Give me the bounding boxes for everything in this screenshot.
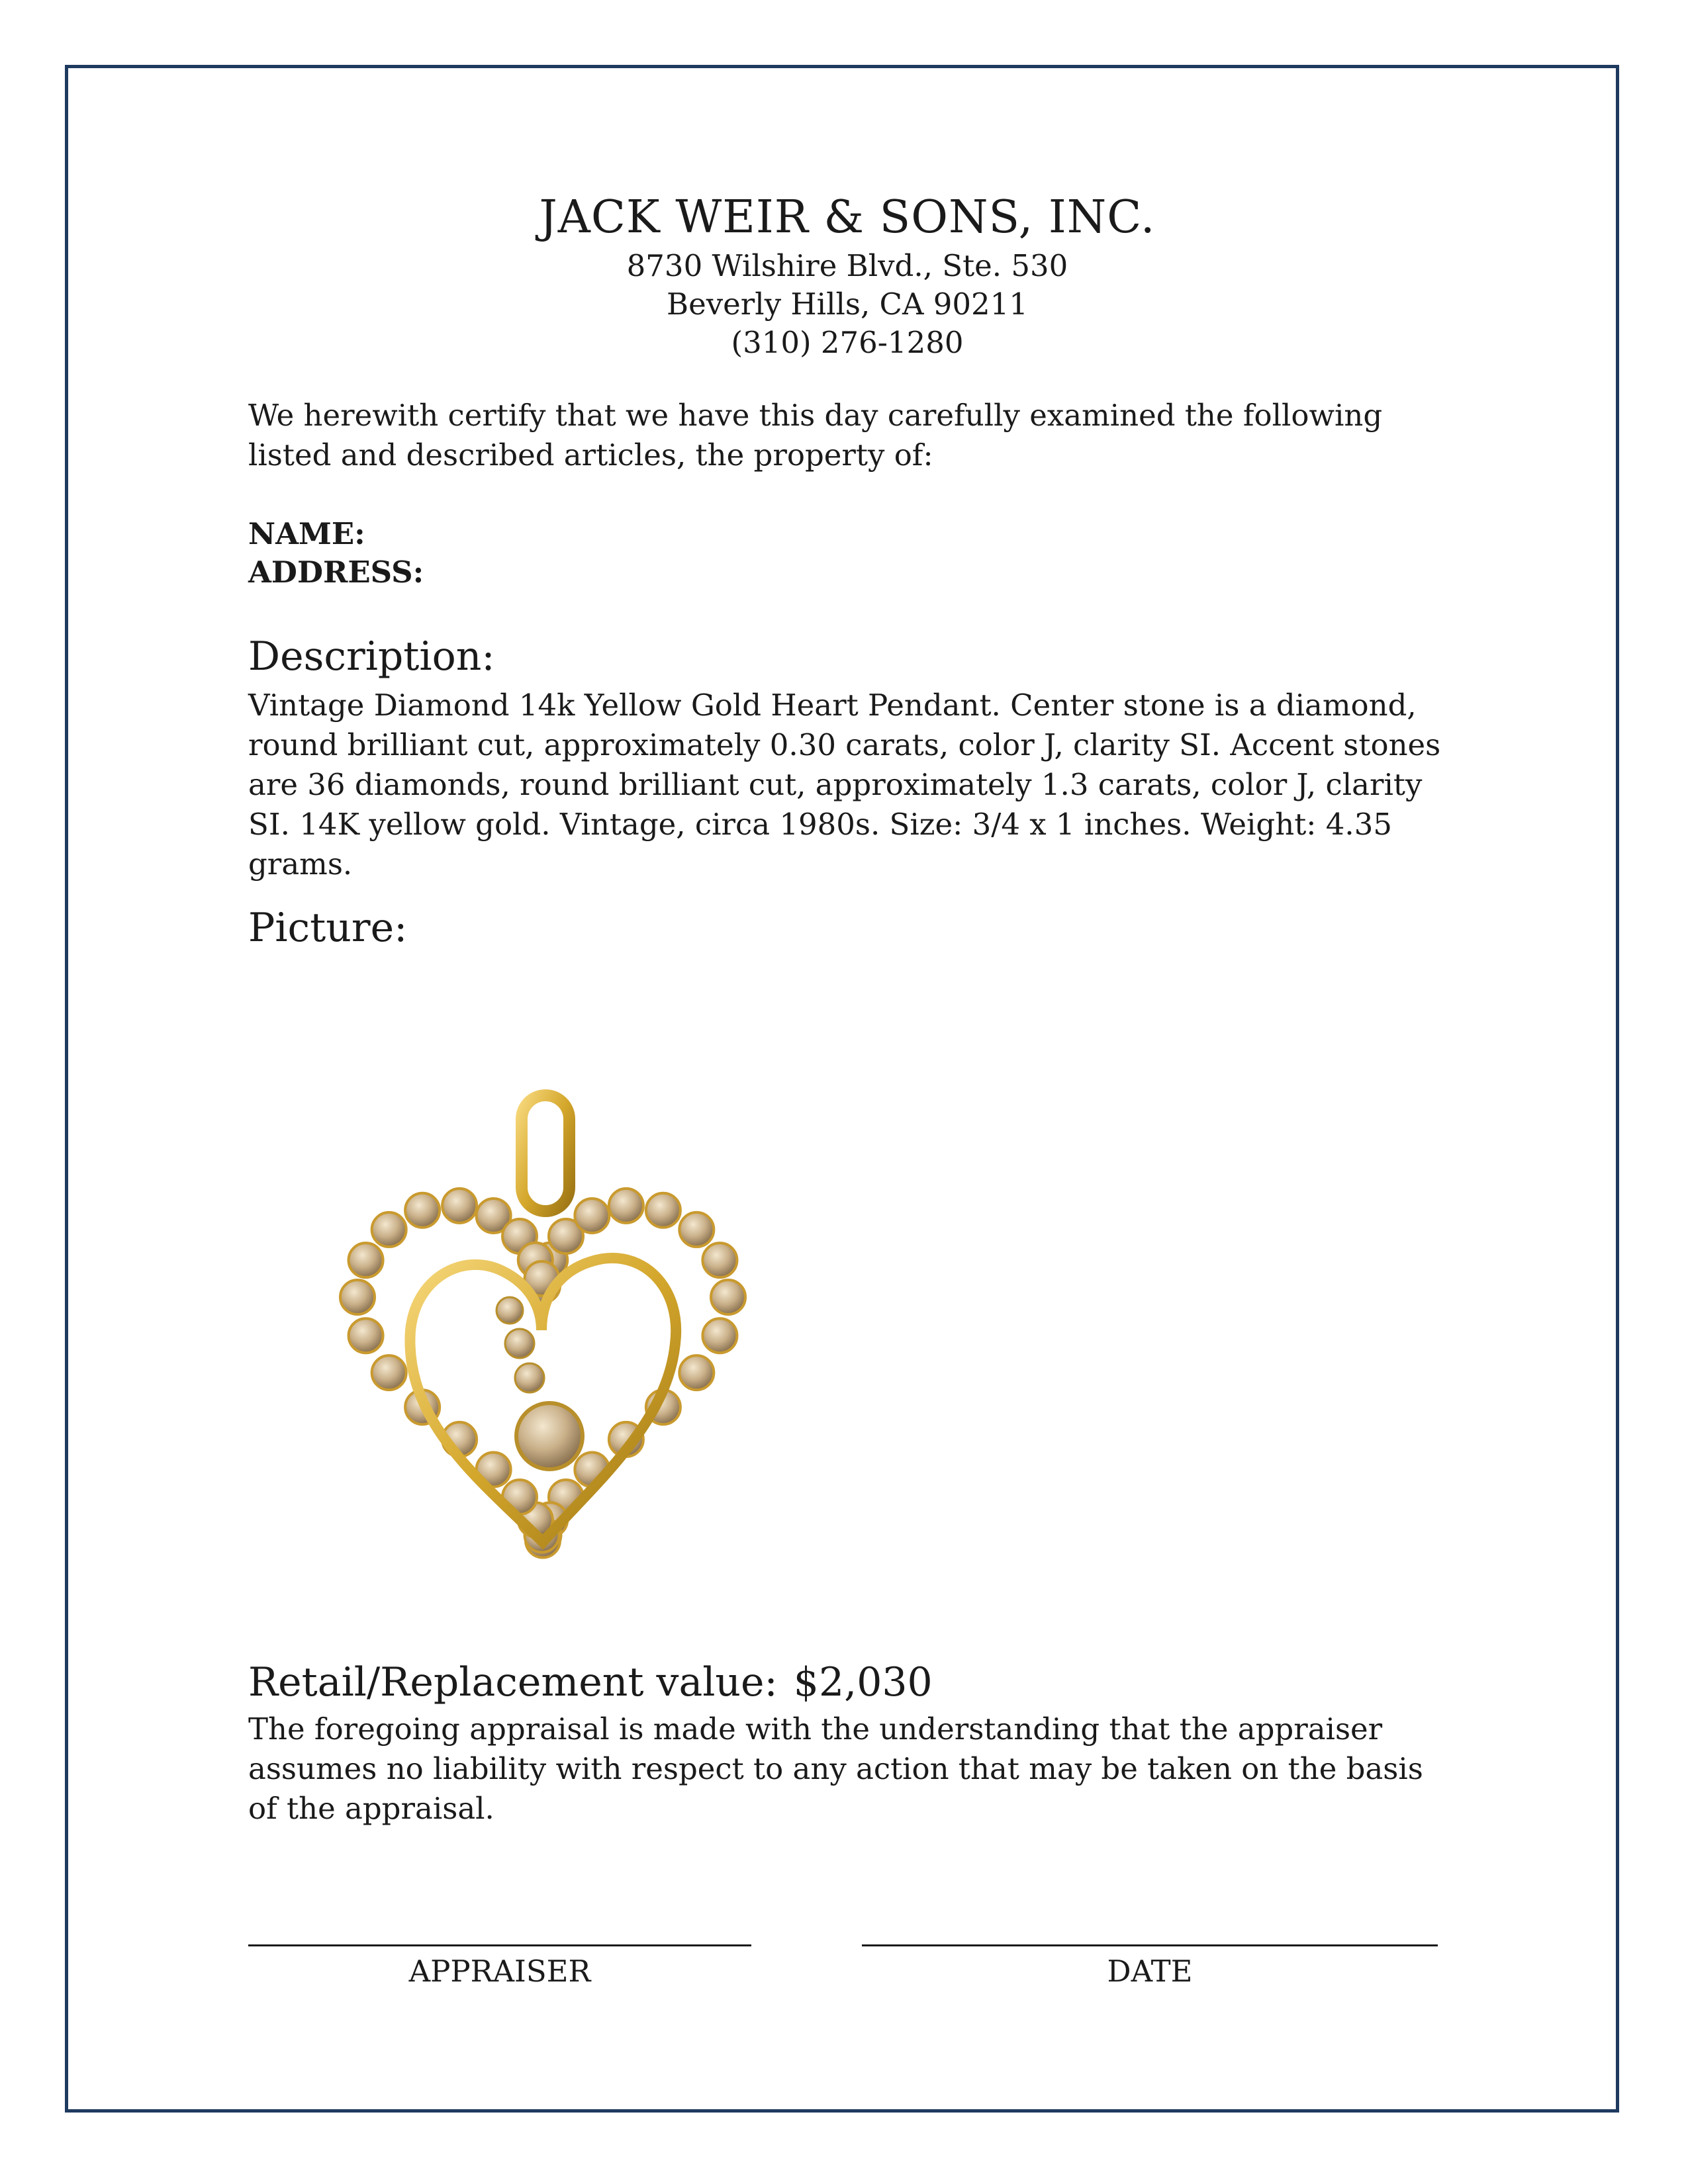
disclaimer-text: The foregoing appraisal is made with the understanding that the appraiser assumes no liability with respect to any action that may be taken on the basis of the appraisal. — [248, 1711, 1423, 1826]
appraiser-signature-line — [248, 1944, 751, 1946]
company-name: JACK WEIR & SONS, INC. — [539, 191, 1156, 244]
address-line-1: 8730 Wilshire Blvd., Ste. 530 — [626, 248, 1068, 283]
picture-heading: Picture: — [248, 905, 408, 951]
accent-diamond — [349, 1318, 383, 1353]
accent-diamond — [646, 1193, 680, 1228]
accent-diamond — [372, 1355, 406, 1390]
address-line-2: Beverly Hills, CA 90211 — [667, 287, 1028, 322]
accent-diamond — [702, 1318, 737, 1353]
owner-fields — [248, 515, 1446, 592]
description-text: Vintage Diamond 14k Yellow Gold Heart Pendant. Center stone is a diamond, round brilliant cut, approximately 0.30 carats, color J, clarity SI. Accent stones are 36 diamonds, round brilliant cut, approximately 1.3 carats, color J, clarity SI. 14K yellow gold. Vintage, circa 1980s. Size: 3/4 x 1 inches. Weight: 4.35 grams. — [248, 688, 1441, 882]
accent-diamond — [679, 1212, 714, 1247]
heart-pendant-illustration — [331, 1079, 755, 1602]
address-label: ADDRESS: — [248, 555, 424, 590]
appraiser-label: APPRAISER — [408, 1954, 591, 1989]
pendant-image — [331, 1079, 755, 1602]
name-label: NAME: — [248, 516, 365, 551]
retail-value — [248, 1658, 1446, 1707]
bail-loop — [522, 1095, 569, 1211]
center-diamond — [516, 1403, 583, 1469]
accent-diamond — [711, 1280, 745, 1314]
retail-value-amount: $2,030 — [793, 1659, 933, 1706]
inner-gold-heart — [410, 1258, 676, 1542]
certify-statement: We herewith certify that we have this day carefully examined the following listed and described articles, the property of: — [248, 398, 1383, 473]
accent-diamond — [349, 1243, 383, 1277]
date-signature-line — [862, 1944, 1438, 1946]
accent-diamond — [442, 1189, 477, 1223]
date-label: DATE — [1107, 1954, 1193, 1989]
accent-diamond — [372, 1212, 406, 1247]
phone-number: (310) 276-1280 — [731, 325, 964, 360]
accent-diamond — [702, 1243, 737, 1277]
accent-diamond — [609, 1189, 643, 1223]
accent-diamond — [575, 1199, 609, 1233]
description-heading: Description: — [248, 633, 495, 680]
letterhead — [248, 189, 1446, 362]
accent-diamond — [405, 1193, 440, 1228]
accent-diamond — [679, 1355, 714, 1390]
retail-value-label: Retail/Replacement value: — [248, 1659, 778, 1706]
accent-diamond — [340, 1280, 375, 1314]
